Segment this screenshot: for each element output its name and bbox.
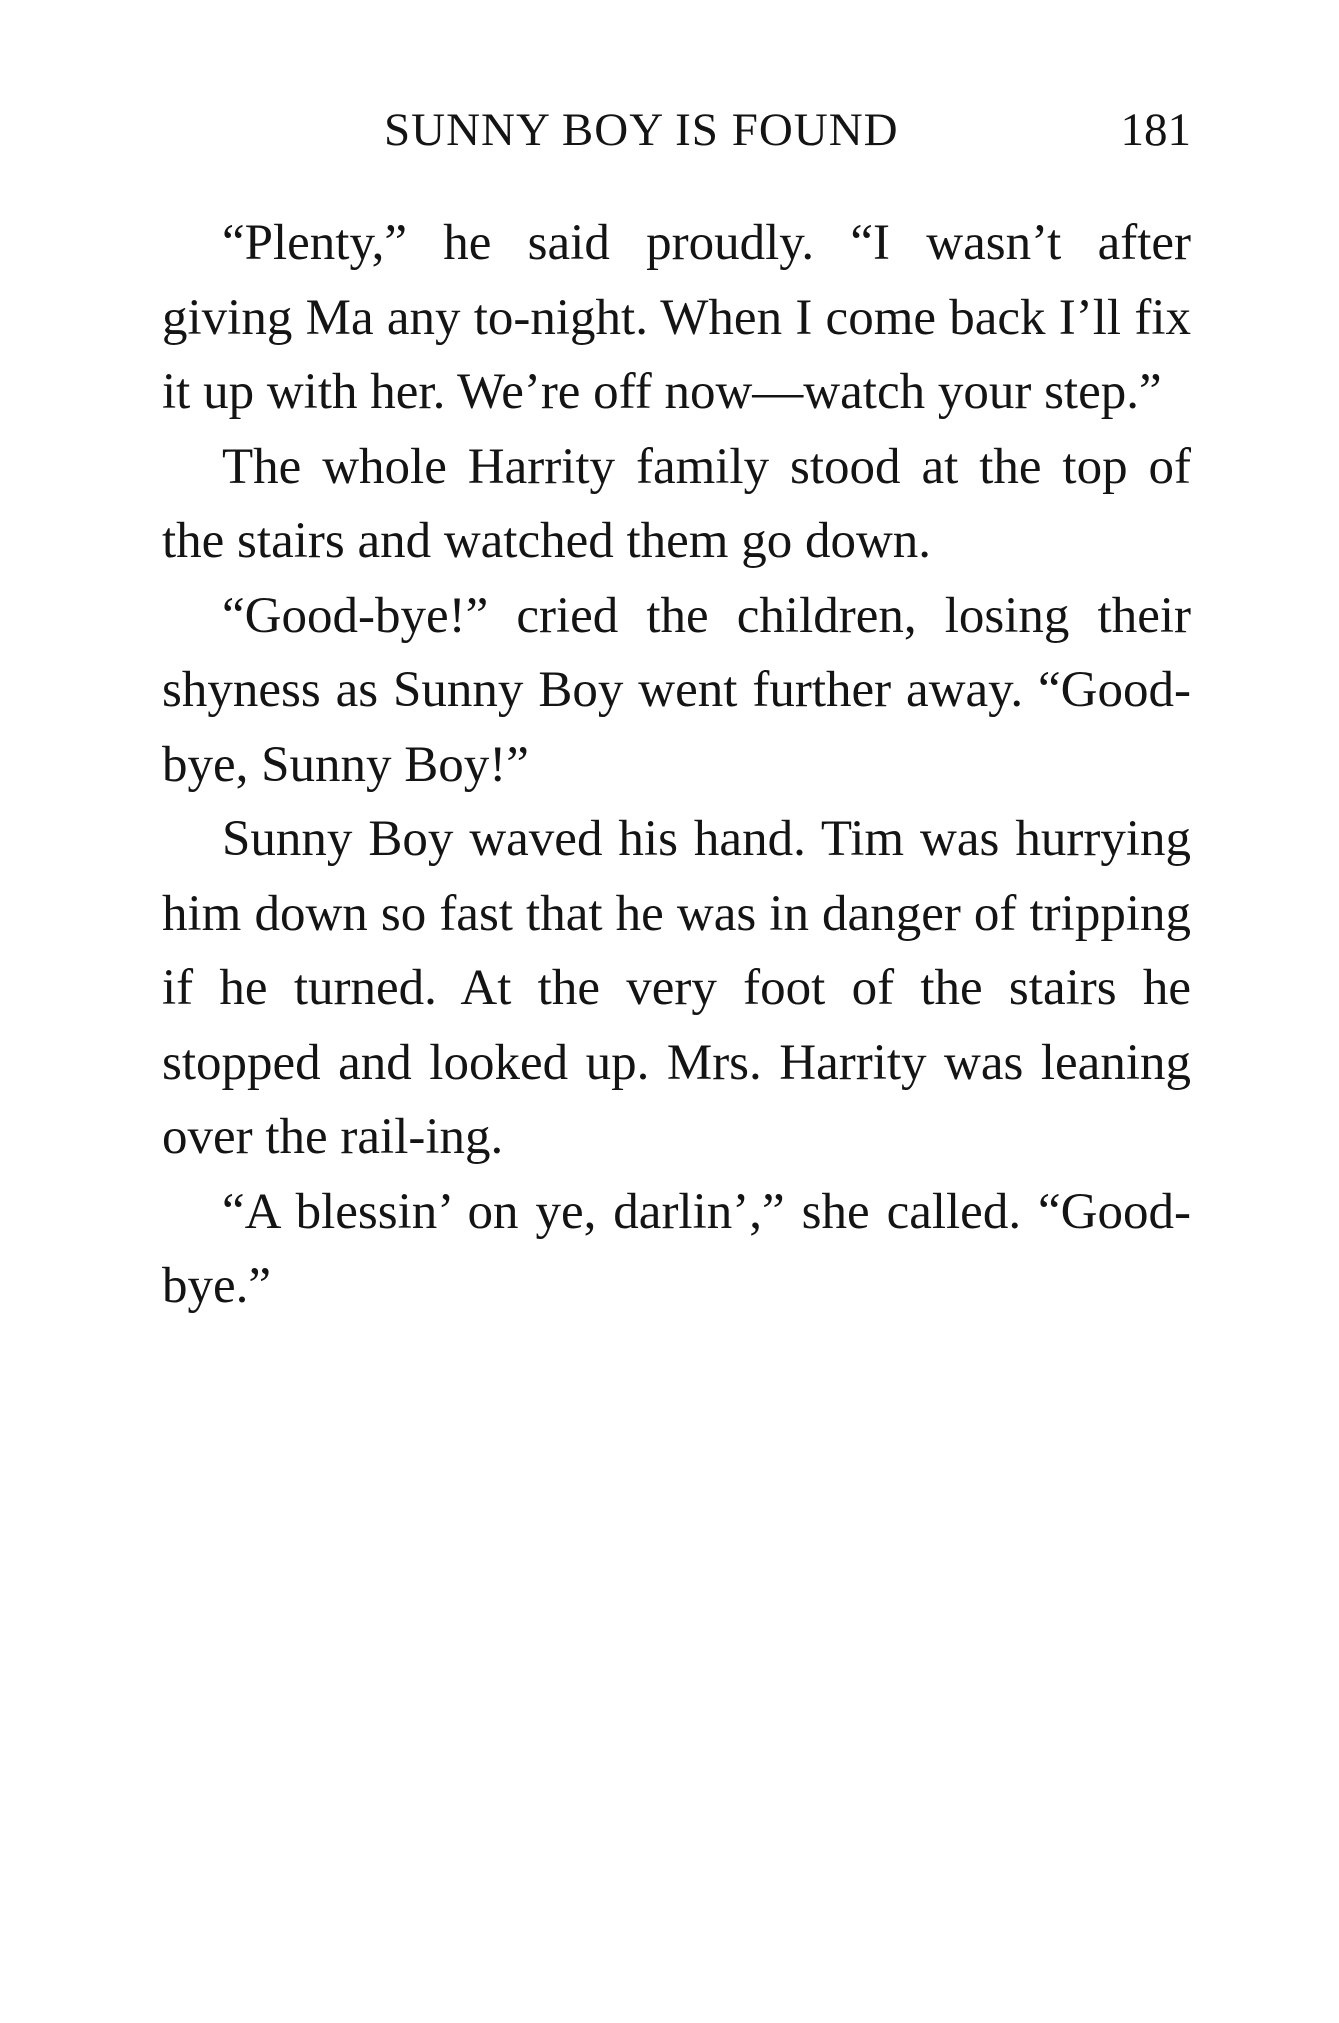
body-text <box>162 206 1191 1324</box>
paragraph: “Good-bye!” cried the children, losing their shyness as Sunny Boy went further away. “Good-bye, Sunny Boy!” <box>162 587 1191 793</box>
paragraph: “Plenty,” he said proudly. “I wasn’t after giving Ma any to-night. When I come back I’ll fix it up with her. We’re off now—watch your step.” <box>162 215 1191 420</box>
running-head <box>162 100 1191 160</box>
paragraph: Sunny Boy waved his hand. Tim was hurrying him down so fast that he was in danger of tripping if he turned. At the very foot of the stairs he stopped and looked up. Mrs. Harrity was leaning over the rail-ing. <box>162 811 1191 1165</box>
running-title: SUNNY BOY IS FOUND <box>384 104 899 156</box>
page-number: 181 <box>1120 104 1191 156</box>
paragraph: The whole Harrity family stood at the top of the stairs and watched them go down. <box>162 438 1191 569</box>
paragraph: “A blessin’ on ye, darlin’,” she called. “Good-bye.” <box>162 1183 1191 1314</box>
